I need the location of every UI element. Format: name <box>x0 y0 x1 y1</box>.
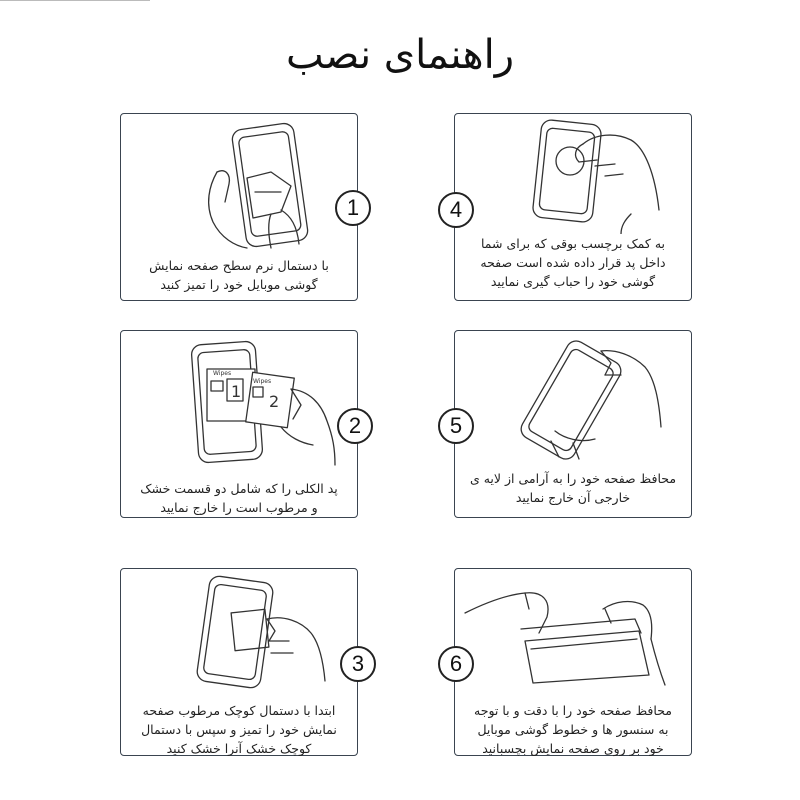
pad-1-number: 1 <box>231 382 242 401</box>
pad-2-label: Wipes <box>253 378 272 385</box>
step-1-number-badge: 1 <box>335 190 371 226</box>
step-3-panel <box>120 568 358 756</box>
step-1-text-line-2: گوشی موبایل خود را تمیز کنید <box>160 277 318 292</box>
step-2-number-badge: 2 <box>337 408 373 444</box>
apply-protector-illustration <box>455 569 693 689</box>
step-4-text-line-3: گوشی خود را حباب گیری نمایید <box>490 274 656 289</box>
step-1-panel <box>120 113 358 301</box>
page-title: راهنمای نصب <box>285 32 515 78</box>
step-2-text-line-2: و مرطوب است را خارج نمایید <box>160 500 318 515</box>
top-edge-line <box>0 0 150 1</box>
step-6-text-line-1: محافظ صفحه خود را با دقت و با توجه <box>474 703 672 718</box>
step-3-text-line-3: کوچک خشک آنرا خشک کنید <box>166 741 312 756</box>
dust-sticker-illustration <box>455 114 693 234</box>
step-5-number-badge: 5 <box>438 408 474 444</box>
wipe-screen-illustration <box>121 114 359 254</box>
step-3-number-badge: 3 <box>340 646 376 682</box>
step-2-text-line-1: پد الکلی را که شامل دو قسمت خشک <box>140 481 338 496</box>
step-5-text-line-1: محافظ صفحه خود را به آرامی از لایه ی <box>469 471 677 486</box>
step-6-text-line-2: به سنسور ها و خطوط گوشی موبایل <box>477 722 669 737</box>
step-6-panel <box>454 568 692 756</box>
step-2-panel <box>120 330 358 518</box>
step-5-panel <box>454 330 692 518</box>
pad-2-number: 2 <box>269 392 280 411</box>
step-3-text-line-2: نمایش خود را تمیز و سپس با دستمال <box>141 722 337 737</box>
step-6-number-badge: 6 <box>438 646 474 682</box>
wet-dry-clean-illustration <box>121 569 359 689</box>
alcohol-pad-illustration <box>121 331 359 471</box>
step-3-text-line-1: ابتدا با دستمال کوچک مرطوب صفحه <box>142 703 336 718</box>
step-4-text-line-2: داخل پد قرار داده شده است صفحه <box>480 255 666 270</box>
step-4-text-line-1: به کمک برچسب بوقی که برای شما <box>480 236 666 251</box>
peel-protector-illustration <box>455 331 693 461</box>
step-4-number-badge: 4 <box>438 192 474 228</box>
step-5-text-line-2: خارجی آن خارج نمایید <box>515 490 631 505</box>
step-4-panel <box>454 113 692 301</box>
step-6-text-line-3: خود بر روی صفحه نمایش بچسبانید <box>482 741 664 756</box>
step-1-text-line-1: با دستمال نرم سطح صفحه نمایش <box>149 258 329 273</box>
pad-1-label: Wipes <box>213 370 232 377</box>
